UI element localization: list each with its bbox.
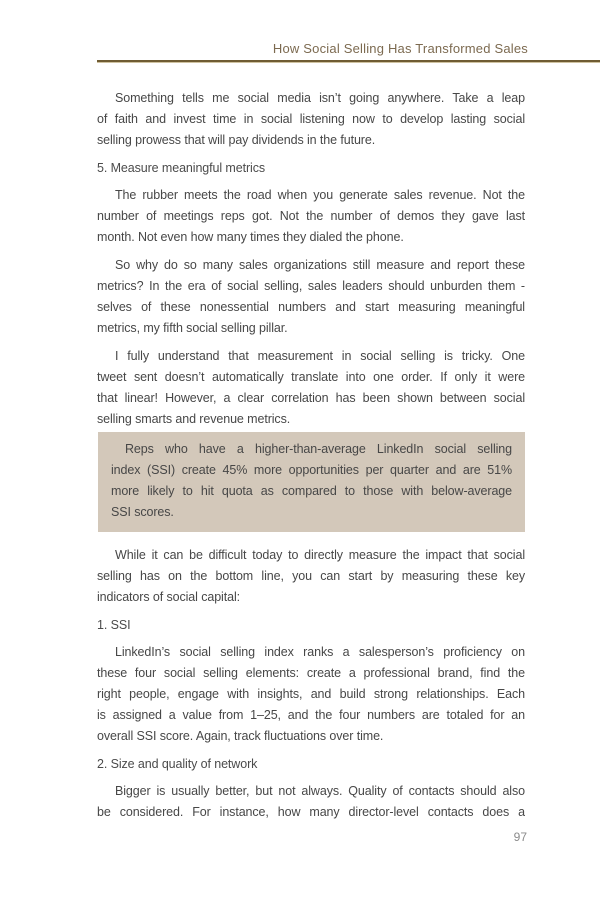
text-line: right people, engage with insights, and build strong relationships. Each [97, 687, 525, 701]
para-bigger-usually-better [97, 781, 525, 823]
text-line: of faith and invest time in social listening now to develop lasting social [97, 112, 525, 126]
subhead-size-quality-network: 2. Size and quality of network [97, 757, 258, 771]
text-line: more likely to hit quota as compared to those with below-average [111, 484, 512, 498]
text-line: Something tells me social media isn’t going anywhere. Take a leap [115, 91, 525, 105]
text-line: month. Not even how many times they dialed the phone. [97, 230, 404, 244]
text-line: LinkedIn’s social selling index ranks a salesperson’s proficiency on [115, 645, 525, 659]
para-measurement-tricky [97, 346, 525, 430]
text-line: The rubber meets the road when you generate sales revenue. Not the [115, 188, 525, 202]
subhead-ssi: 1. SSI [97, 618, 131, 632]
text-line: I fully understand that measurement in social selling is tricky. One [115, 349, 525, 363]
text-line: index (SSI) create 45% more opportunities per quarter and are 51% [111, 463, 512, 477]
text-line: selves of these nonessential numbers and start measuring meaningful [97, 300, 525, 314]
text-line: overall SSI score. Again, track fluctuations over time. [97, 729, 384, 743]
text-line: Bigger is usually better, but not always. Quality of contacts should also [115, 784, 525, 798]
text-line: be considered. For instance, how many director-level contacts does a [97, 805, 525, 819]
text-line: selling prowess that will pay dividends in the future. [97, 133, 376, 147]
callout-ssi-statistic [98, 432, 525, 532]
header-rule [97, 60, 600, 63]
running-header: How Social Selling Has Transformed Sales [272, 41, 528, 56]
text-line: these four social selling elements: create a professional brand, find the [97, 666, 525, 680]
subhead-measure-meaningful-metrics: 5. Measure meaningful metrics [97, 161, 266, 175]
text-line: Reps who have a higher-than-average LinkedIn social selling [125, 442, 512, 456]
para-ssi-explained [97, 642, 525, 747]
text-line: While it can be difficult today to directly measure the impact that social [115, 548, 525, 562]
page-number: 97 [513, 830, 527, 844]
text-line: number of meetings reps got. Not the number of demos they gave last [97, 209, 525, 223]
text-line: metrics? In the era of social selling, sales leaders should unburden them - [97, 279, 525, 293]
para-rubber-meets-road [97, 185, 525, 248]
text-line: that linear! However, a clear correlation has been shown between social [97, 391, 525, 405]
text-line: selling smarts and revenue metrics. [97, 412, 291, 426]
text-line: tweet sent doesn’t automatically translate into one order. If only it were [97, 370, 525, 384]
text-line: indicators of social capital: [97, 590, 241, 604]
page-content [97, 88, 525, 830]
para-indicators-social-capital [97, 545, 525, 608]
text-line: selling has on the bottom line, you can start by measuring these key [97, 569, 525, 583]
para-unburden-metrics [97, 255, 525, 339]
text-line: SSI scores. [111, 505, 174, 519]
text-line: metrics, my fifth social selling pillar. [97, 321, 288, 335]
text-line: So why do so many sales organizations still measure and report these [115, 258, 525, 272]
para-social-media-leap [97, 88, 525, 151]
text-line: is assigned a value from 1–25, and the four numbers are totaled for an [97, 708, 525, 722]
